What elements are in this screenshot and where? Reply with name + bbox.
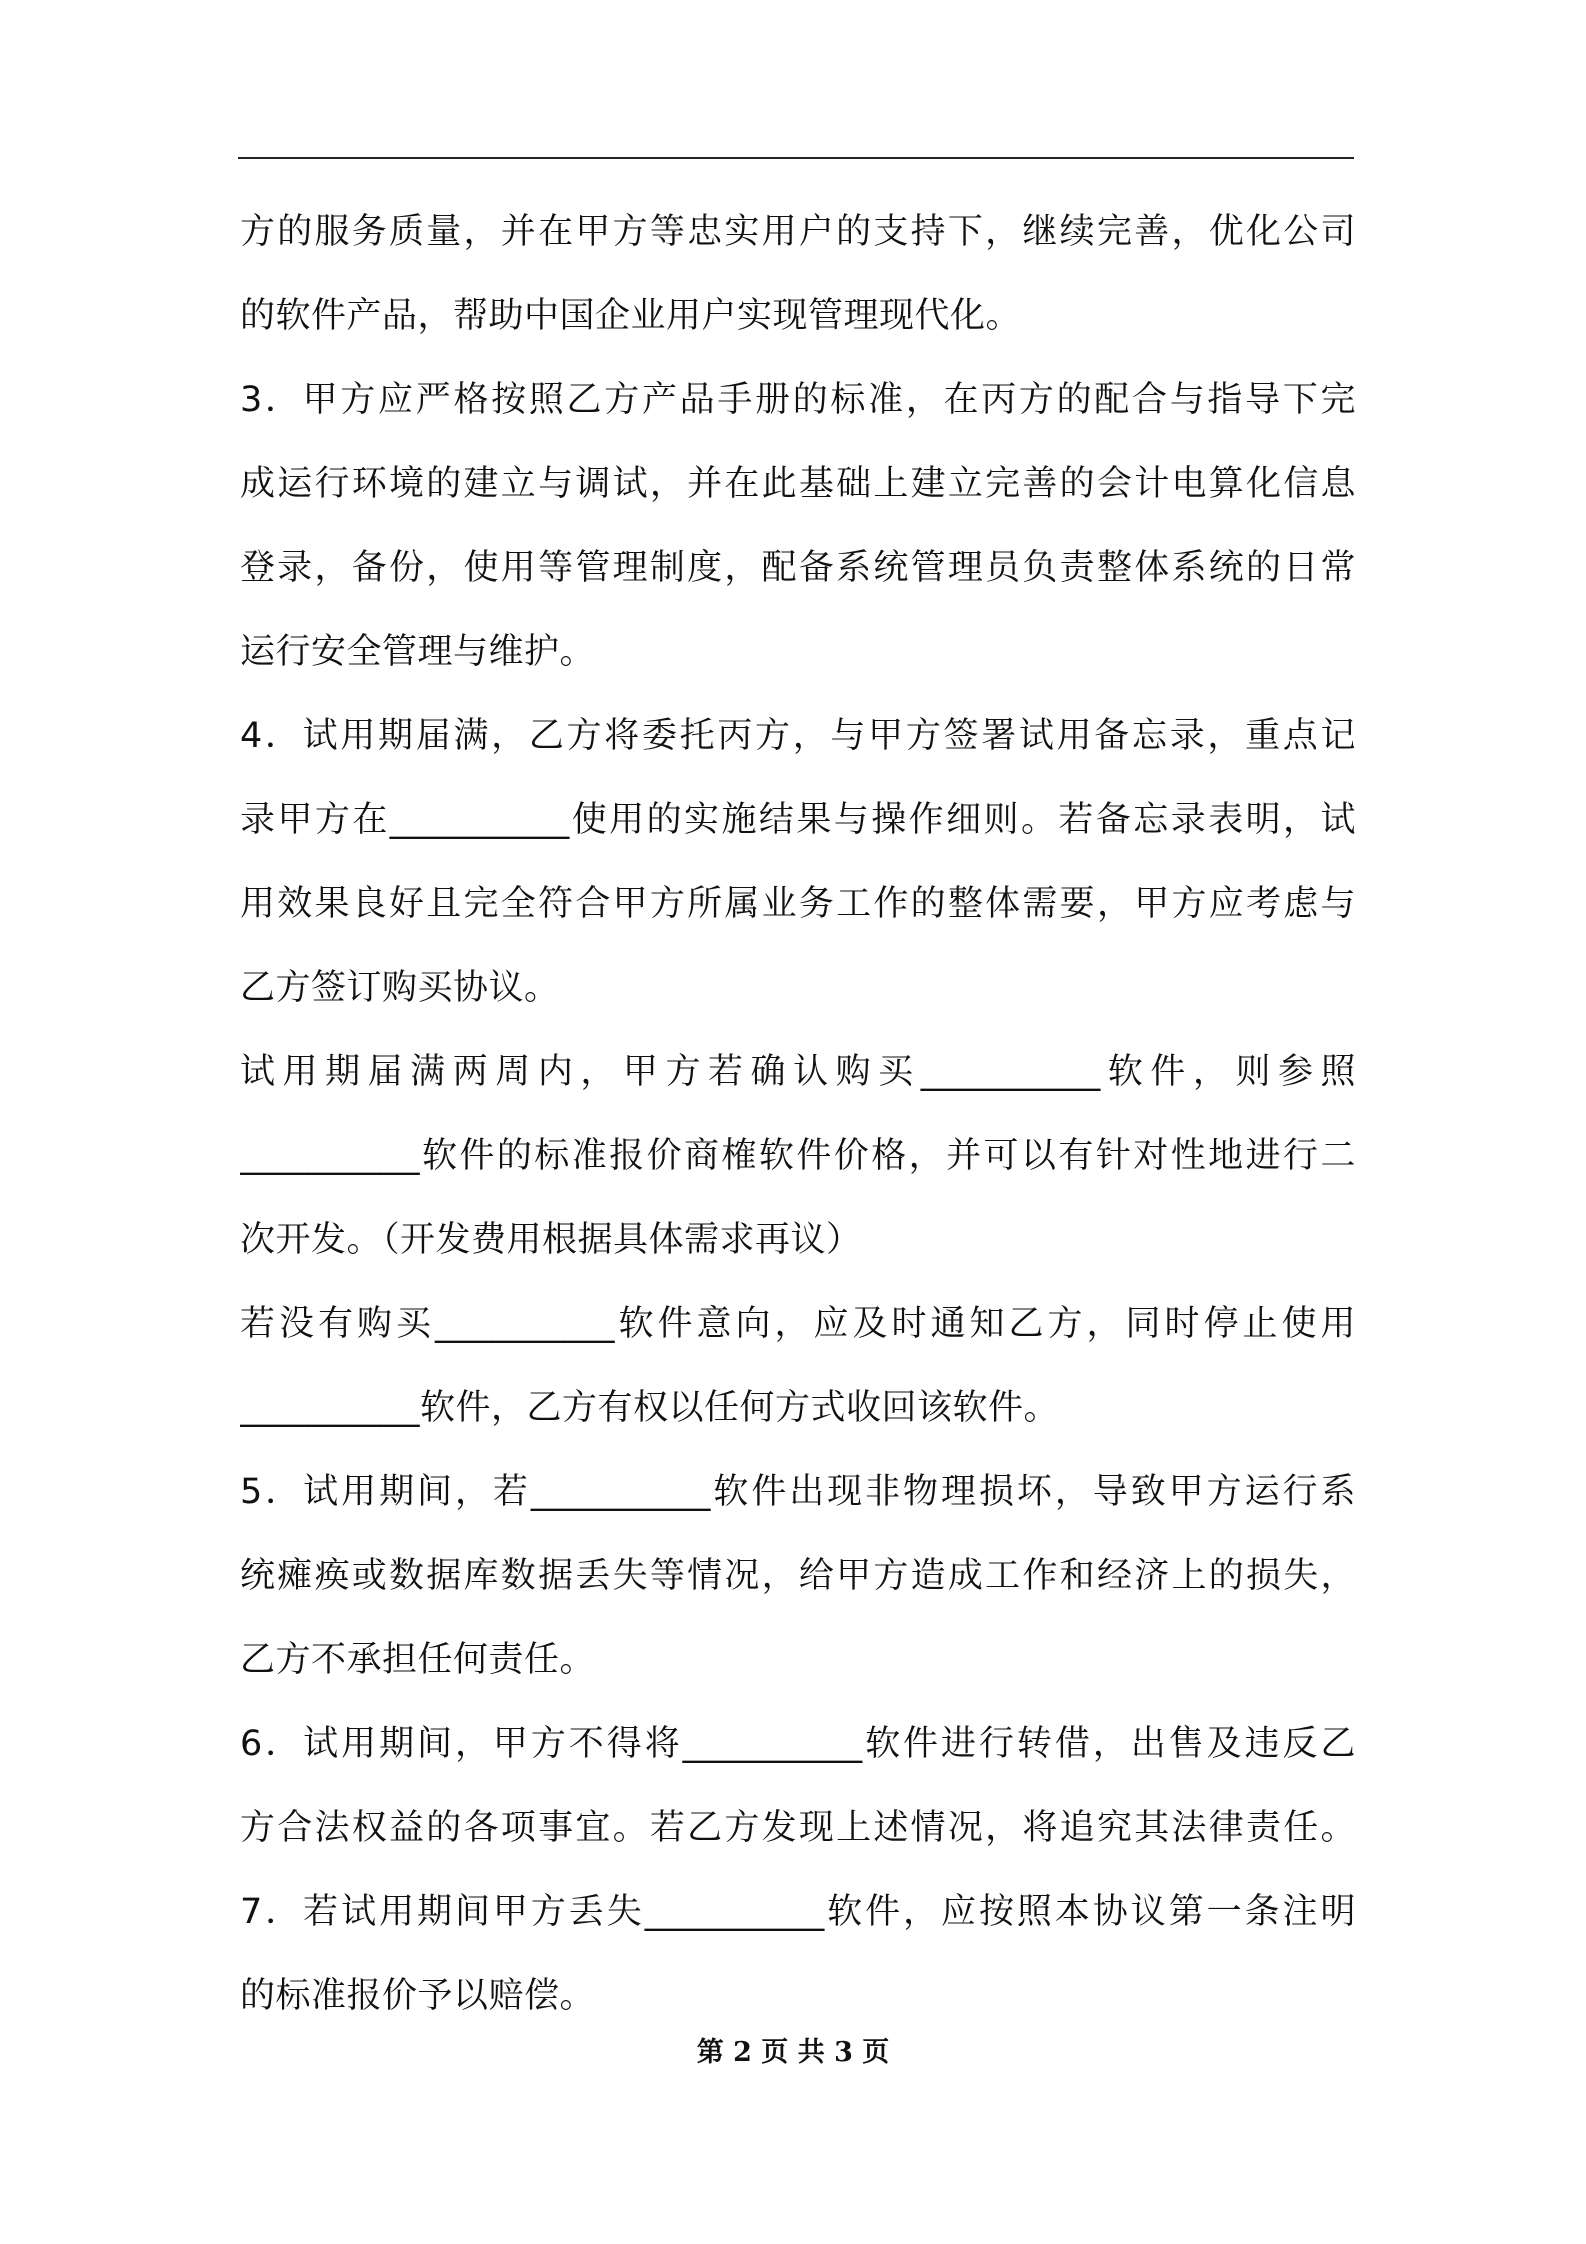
text-line: 6．试用期间，甲方不得将__________软件进行转借，出售及违反乙 xyxy=(240,1724,1356,1764)
header-rule xyxy=(238,157,1354,159)
text-line: 的软件产品，帮助中国企业用户实现管理现代化。 xyxy=(240,296,1022,336)
text-line: 录甲方在__________使用的实施结果与操作细则。若备忘录表明，试 xyxy=(240,800,1356,840)
text-line: 7．若试用期间甲方丢失__________软件，应按照本协议第一条注明 xyxy=(240,1892,1356,1932)
text-line: 若没有购买__________软件意向，应及时通知乙方，同时停止使用 xyxy=(240,1304,1356,1344)
text-line: 的标准报价予以赔偿。 xyxy=(240,1976,596,2016)
text-line: 乙方不承担任何责任。 xyxy=(240,1640,596,1680)
text-line: 3．甲方应严格按照乙方产品手册的标准，在丙方的配合与指导下完 xyxy=(240,380,1356,420)
text-line: 运行安全管理与维护。 xyxy=(240,632,596,672)
text-line: 次开发。（开发费用根据具体需求再议） xyxy=(240,1220,862,1260)
text-line: 试用期届满两周内，甲方若确认购买__________软件，则参照 xyxy=(240,1052,1356,1092)
page-number: 第 2 页 共 3 页 xyxy=(696,2037,890,2068)
text-line: 方的服务质量，并在甲方等忠实用户的支持下，继续完善，优化公司 xyxy=(240,212,1356,252)
text-line: 4．试用期届满，乙方将委托丙方，与甲方签署试用备忘录，重点记 xyxy=(240,716,1356,756)
document-body xyxy=(240,190,1356,2038)
text-line: 方合法权益的各项事宜。若乙方发现上述情况，将追究其法律责任。 xyxy=(240,1808,1356,1848)
text-line: __________软件的标准报价商榷软件价格，并可以有针对性地进行二 xyxy=(240,1136,1356,1176)
text-line: 成运行环境的建立与调试，并在此基础上建立完善的会计电算化信息 xyxy=(240,464,1356,504)
text-line: 登录，备份，使用等管理制度，配备系统管理员负责整体系统的日常 xyxy=(240,548,1356,588)
text-line: 用效果良好且完全符合甲方所属业务工作的整体需要，甲方应考虑与 xyxy=(240,884,1356,924)
text-line: 5．试用期间，若__________软件出现非物理损坏，导致甲方运行系 xyxy=(240,1472,1356,1512)
text-line: 统瘫痪或数据库数据丢失等情况，给甲方造成工作和经济上的损失， xyxy=(240,1556,1356,1596)
text-line: __________软件，乙方有权以任何方式收回该软件。 xyxy=(240,1388,1060,1428)
text-line: 乙方签订购买协议。 xyxy=(240,968,560,1008)
